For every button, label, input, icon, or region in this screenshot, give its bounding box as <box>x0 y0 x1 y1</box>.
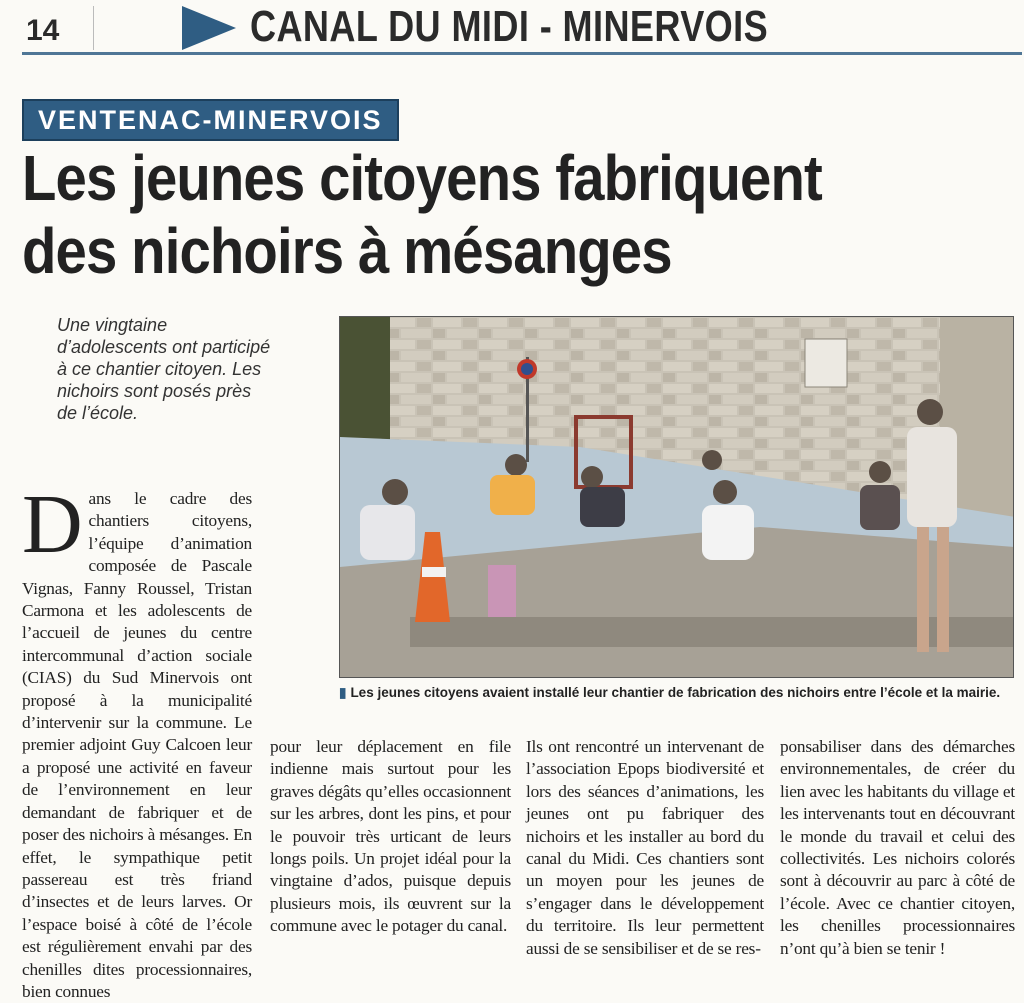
photo-illustration <box>340 317 1014 678</box>
page-number: 14 <box>26 14 60 47</box>
article-photo <box>339 316 1014 678</box>
drop-cap: D <box>22 478 83 571</box>
headline-line-2: des nichoirs à mésanges <box>22 215 672 287</box>
article-column-1 <box>22 478 252 1003</box>
column-1-text: ans le cadre des chantiers citoyens, l’équipe d’animation composée de Pascale Vignas, Fanny Roussel, Tristan Carmona et les adolescents de l’accueil de jeunes du centre intercommunal d’action sociale (CIAS) du Sud Minervois ont proposé à la municipalité d’intervenir sur la commune. Le premier adjoint Guy Calcoen leur a proposé une activité en faveur de l’environnement en leur demandant de fabriquer et de poser des nichoirs à mésanges. En effet, le sympathique petit passereau est très friand d’insectes et de leurs larves. Or l’espace boisé à côté de l’école est régulièrement envahi par des chenilles dites processionnaires, bien connues <box>22 489 252 1001</box>
photo-caption <box>339 684 1019 701</box>
article-kicker: VENTENAC-MINERVOIS <box>22 99 399 141</box>
header-divider <box>93 6 94 50</box>
article-column-3: Ils ont rencontré un intervenant de l’association Epops biodiversité et lors des séances d’animations, les jeunes ont pu fabriquer des nichoirs et les installer au bord du canal du Midi. Ces chantiers sont un moyen pour les jeunes de s’engager dans le développement du territoire. Ils leur permettent aussi de se sensibiliser et de se res- <box>526 737 764 958</box>
section-title: CANAL DU MIDI - MINERVOIS <box>250 2 769 51</box>
headline-line-1: Les jeunes citoyens fabriquent <box>22 142 822 214</box>
triangle-right-icon <box>180 4 238 52</box>
header-rule <box>22 52 1022 55</box>
photo-caption-text: Les jeunes citoyens avaient installé leur chantier de fabrication des nichoirs entre l’école et la mairie. <box>350 685 1001 700</box>
article-column-4: ponsabiliser dans des démarches environnementales, de créer du lien avec les habitants du village et les intervenants tout en découvrant le monde du travail et celui des collectivités. Les nichoirs colorés sont à découvrir au parc à côté de l’école. Avec ce chantier citoyen, les chenilles processionnaires n’ont qu’à bien se tenir ! <box>780 737 1015 958</box>
article-lede: Une vingtaine d’adolescents ont participé à ce chantier citoyen. Les nichoirs sont posés près de l’école. <box>57 315 271 423</box>
article-headline <box>22 142 902 288</box>
article-column-2: pour leur déplacement en file indienne mais surtout pour les graves dégâts qu’elles occasionnent sur les arbres, dont les pins, et pour le pouvoir très urticant de leurs longs poils. Un projet idéal pour la vingtaine d’ados, puisque depuis plusieurs mois, ils œuvrent sur la commune avec le potager du canal. <box>270 737 511 936</box>
caption-bullet-icon: ▮ <box>339 685 347 700</box>
